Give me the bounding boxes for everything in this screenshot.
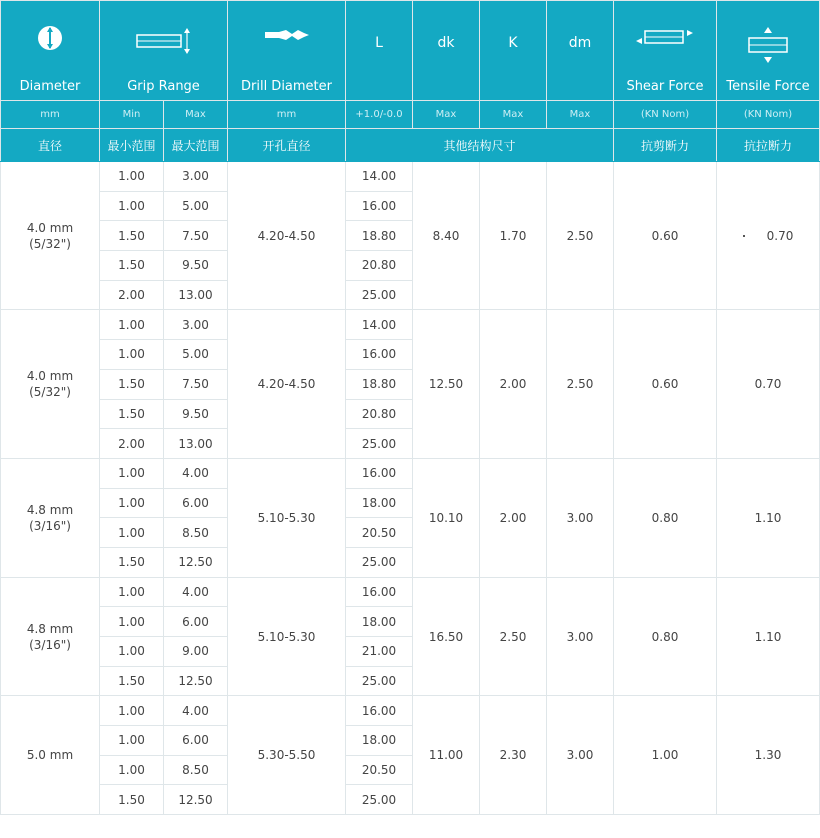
- shear-cell: 0.60: [614, 310, 717, 458]
- length-cell: 16.00: [346, 340, 413, 370]
- diameter-cell: [1, 458, 100, 577]
- zh-other-dimensions: 其他结构尺寸: [346, 129, 614, 162]
- grip-min-cell: 1.00: [100, 726, 164, 756]
- rivet-head-icon: [1, 25, 99, 71]
- dk-cell: 8.40: [413, 162, 480, 310]
- length-cell: 20.80: [346, 251, 413, 281]
- unit-K: Max: [480, 101, 547, 129]
- grip-max-cell: 4.00: [164, 696, 228, 726]
- diameter-cell: [1, 162, 100, 310]
- length-cell: 14.00: [346, 310, 413, 340]
- grip-min-cell: 1.50: [100, 221, 164, 251]
- zh-tensile: 抗拉断力: [717, 129, 820, 162]
- grip-max-cell: 5.00: [164, 340, 228, 370]
- unit-grip-max: Max: [164, 101, 228, 129]
- length-cell: 18.00: [346, 726, 413, 756]
- grip-max-cell: 5.00: [164, 191, 228, 221]
- tensile-cell: 0.70: [717, 310, 820, 458]
- diameter-cell: [1, 577, 100, 696]
- header-L-label: L: [375, 35, 383, 51]
- length-cell: 16.00: [346, 577, 413, 607]
- dk-cell: 10.10: [413, 458, 480, 577]
- table-row: [1, 162, 820, 192]
- grip-max-cell: 9.50: [164, 251, 228, 281]
- unit-drill: mm: [228, 101, 346, 129]
- dm-cell: 2.50: [547, 162, 614, 310]
- tensile-cell: 1.10: [717, 577, 820, 696]
- grip-min-cell: 1.50: [100, 251, 164, 281]
- table-row: [1, 577, 820, 607]
- length-cell: 25.00: [346, 280, 413, 310]
- grip-min-cell: 1.00: [100, 340, 164, 370]
- grip-min-cell: 2.00: [100, 429, 164, 459]
- grip-min-cell: 1.00: [100, 162, 164, 192]
- diameter-inch: (3/16"): [29, 637, 71, 652]
- grip-min-cell: 1.00: [100, 310, 164, 340]
- grip-min-cell: 1.00: [100, 518, 164, 548]
- length-cell: 25.00: [346, 429, 413, 459]
- header-dk-label: dk: [437, 35, 455, 51]
- unit-grip-min: Min: [100, 101, 164, 129]
- grip-min-cell: 1.00: [100, 607, 164, 637]
- grip-min-cell: 1.00: [100, 755, 164, 785]
- diameter-inch: (5/32"): [29, 236, 71, 251]
- table-row: [1, 458, 820, 488]
- grip-min-cell: 1.50: [100, 666, 164, 696]
- zh-grip-min: 最小范围: [100, 129, 164, 162]
- grip-max-cell: 8.50: [164, 518, 228, 548]
- dk-cell: 12.50: [413, 310, 480, 458]
- diameter-cell: [1, 696, 100, 815]
- grip-max-cell: 4.00: [164, 577, 228, 607]
- rivet-body-icon: [100, 25, 227, 71]
- header-tensile-label: Tensile Force: [726, 79, 810, 94]
- grip-min-cell: 1.00: [100, 577, 164, 607]
- tensile-cell: [717, 162, 820, 310]
- grip-min-cell: 1.00: [100, 488, 164, 518]
- header-drill: [228, 1, 346, 101]
- length-cell: 18.80: [346, 369, 413, 399]
- shear-cell: 0.60: [614, 162, 717, 310]
- header-K-label: K: [508, 35, 518, 51]
- tensile-cell: 1.30: [717, 696, 820, 815]
- grip-min-cell: 1.50: [100, 547, 164, 577]
- grip-max-cell: 7.50: [164, 221, 228, 251]
- length-cell: 16.00: [346, 191, 413, 221]
- grip-max-cell: 13.00: [164, 429, 228, 459]
- tensile-force-icon: [717, 25, 819, 71]
- k-cell: 2.30: [480, 696, 547, 815]
- length-cell: 25.00: [346, 666, 413, 696]
- grip-max-cell: 12.50: [164, 666, 228, 696]
- grip-max-cell: 13.00: [164, 280, 228, 310]
- length-cell: 16.00: [346, 458, 413, 488]
- k-cell: 2.50: [480, 577, 547, 696]
- dm-cell: 3.00: [547, 696, 614, 815]
- grip-max-cell: 4.00: [164, 458, 228, 488]
- drill-cell: 5.30-5.50: [228, 696, 346, 815]
- grip-min-cell: 1.50: [100, 369, 164, 399]
- drill-bit-icon: [228, 25, 345, 71]
- length-cell: 25.00: [346, 785, 413, 815]
- diameter-value: 4.8 mm: [26, 502, 74, 517]
- dk-cell: 11.00: [413, 696, 480, 815]
- header-drill-label: Drill Diameter: [240, 79, 332, 94]
- unit-tensile: (KN Nom): [717, 101, 820, 129]
- grip-min-cell: 1.00: [100, 637, 164, 667]
- table-row: [1, 310, 820, 340]
- grip-min-cell: 1.50: [100, 785, 164, 815]
- dm-cell: 3.00: [547, 577, 614, 696]
- k-cell: 2.00: [480, 310, 547, 458]
- header-grip: [100, 1, 228, 101]
- length-cell: 21.00: [346, 637, 413, 667]
- k-cell: 2.00: [480, 458, 547, 577]
- diameter-value: 4.0 mm: [26, 220, 74, 235]
- diameter-inch: (3/16"): [29, 518, 71, 533]
- header-tensile: [717, 1, 820, 101]
- unit-dm: Max: [547, 101, 614, 129]
- length-cell: 20.50: [346, 518, 413, 548]
- diameter-value: 5.0 mm: [26, 748, 74, 763]
- unit-shear: (KN Nom): [614, 101, 717, 129]
- grip-max-cell: 9.00: [164, 637, 228, 667]
- zh-grip-max: 最大范围: [164, 129, 228, 162]
- k-cell: 1.70: [480, 162, 547, 310]
- header-K: [480, 1, 547, 101]
- grip-max-cell: 6.00: [164, 607, 228, 637]
- grip-max-cell: 3.00: [164, 310, 228, 340]
- grip-min-cell: 1.50: [100, 399, 164, 429]
- unit-dk: Max: [413, 101, 480, 129]
- grip-max-cell: 8.50: [164, 755, 228, 785]
- dm-cell: 2.50: [547, 310, 614, 458]
- length-cell: 18.80: [346, 221, 413, 251]
- grip-min-cell: 2.00: [100, 280, 164, 310]
- grip-min-cell: 1.00: [100, 696, 164, 726]
- shear-force-icon: [614, 25, 716, 71]
- length-cell: 25.00: [346, 547, 413, 577]
- grip-max-cell: 12.50: [164, 785, 228, 815]
- diameter-cell: [1, 310, 100, 458]
- diameter-value: 4.8 mm: [26, 621, 74, 636]
- zh-diameter: 直径: [1, 129, 100, 162]
- length-cell: 14.00: [346, 162, 413, 192]
- zh-drill: 开孔直径: [228, 129, 346, 162]
- shear-cell: 0.80: [614, 577, 717, 696]
- header-shear-label: Shear Force: [626, 79, 704, 94]
- header-dm-label: dm: [568, 35, 592, 51]
- grip-max-cell: 6.00: [164, 488, 228, 518]
- dk-cell: 16.50: [413, 577, 480, 696]
- table-body: [1, 162, 820, 815]
- shear-cell: 1.00: [614, 696, 717, 815]
- header-dk: [413, 1, 480, 101]
- grip-max-cell: 12.50: [164, 547, 228, 577]
- drill-cell: 5.10-5.30: [228, 577, 346, 696]
- zh-shear: 抗剪断力: [614, 129, 717, 162]
- diameter-value: 4.0 mm: [26, 369, 74, 384]
- tensile-value: 0.70: [766, 228, 794, 243]
- dm-cell: 3.00: [547, 458, 614, 577]
- grip-max-cell: 9.50: [164, 399, 228, 429]
- dot-mark: [743, 235, 745, 237]
- header-L: [346, 1, 413, 101]
- table-header: [1, 1, 820, 162]
- length-cell: 20.80: [346, 399, 413, 429]
- grip-max-cell: 6.00: [164, 726, 228, 756]
- drill-cell: 4.20-4.50: [228, 162, 346, 310]
- drill-cell: 4.20-4.50: [228, 310, 346, 458]
- grip-max-cell: 3.00: [164, 162, 228, 192]
- header-dm: [547, 1, 614, 101]
- drill-cell: 5.10-5.30: [228, 458, 346, 577]
- length-cell: 20.50: [346, 755, 413, 785]
- header-grip-label: Grip Range: [127, 79, 200, 94]
- length-cell: 16.00: [346, 696, 413, 726]
- unit-L: +1.0/-0.0: [346, 101, 413, 129]
- diameter-inch: (5/32"): [29, 385, 71, 400]
- header-diameter: [1, 1, 100, 101]
- header-diameter-label: Diameter: [19, 79, 81, 94]
- grip-min-cell: 1.00: [100, 458, 164, 488]
- length-cell: 18.00: [346, 488, 413, 518]
- grip-max-cell: 7.50: [164, 369, 228, 399]
- tensile-cell: 1.10: [717, 458, 820, 577]
- header-shear: [614, 1, 717, 101]
- unit-diameter: mm: [1, 101, 100, 129]
- shear-cell: 0.80: [614, 458, 717, 577]
- table-row: [1, 696, 820, 726]
- grip-min-cell: 1.00: [100, 191, 164, 221]
- length-cell: 18.00: [346, 607, 413, 637]
